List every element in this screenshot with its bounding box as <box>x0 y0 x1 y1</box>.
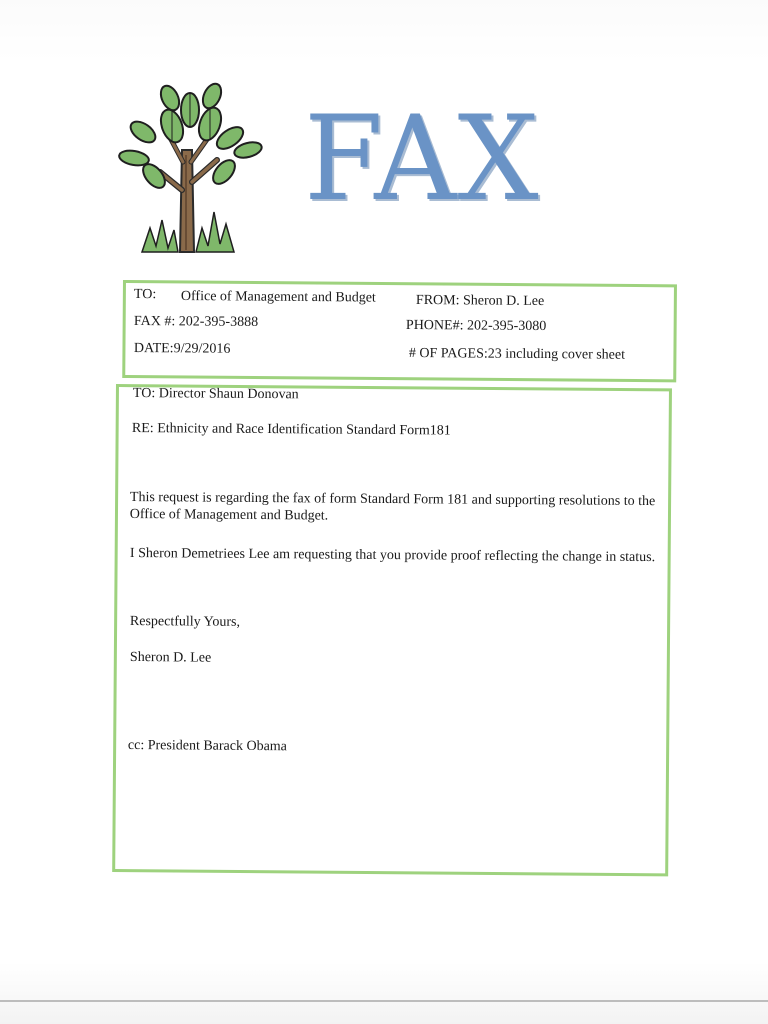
date: DATE:9/29/2016 <box>133 341 231 357</box>
signature-name: Sheron D. Lee <box>129 650 212 666</box>
fax-title: FAX <box>304 89 540 227</box>
cc-line: cc: President Barack Obama <box>127 738 287 755</box>
phone-number: PHONE#: 202-395-3080 <box>405 318 547 335</box>
subject-line: RE: Ethnicity and Race Identification Standard Form181 <box>131 421 451 439</box>
message-paragraph-2: I Sheron Demetriees Lee am requesting that you provide proof reflecting the change in status. <box>129 546 656 566</box>
fax-number: FAX #: 202-395-3888 <box>133 314 259 330</box>
closing: Respectfully Yours, <box>129 614 241 630</box>
from-sender: FROM: Sheron D. Lee <box>415 293 545 310</box>
tree-logo-icon <box>112 80 267 258</box>
to-recipient: Office of Management and Budget <box>180 289 376 306</box>
message-paragraph-1: This request is regarding the fax of form Standard Form 181 and supporting resolutions to the Office of Management and Budget. <box>129 490 656 524</box>
recipient-line: TO: Director Shaun Donovan <box>132 386 299 403</box>
to-label: TO: <box>133 287 157 303</box>
page-count: # OF PAGES:23 including cover sheet <box>408 346 626 363</box>
page-edge <box>0 1000 768 1002</box>
